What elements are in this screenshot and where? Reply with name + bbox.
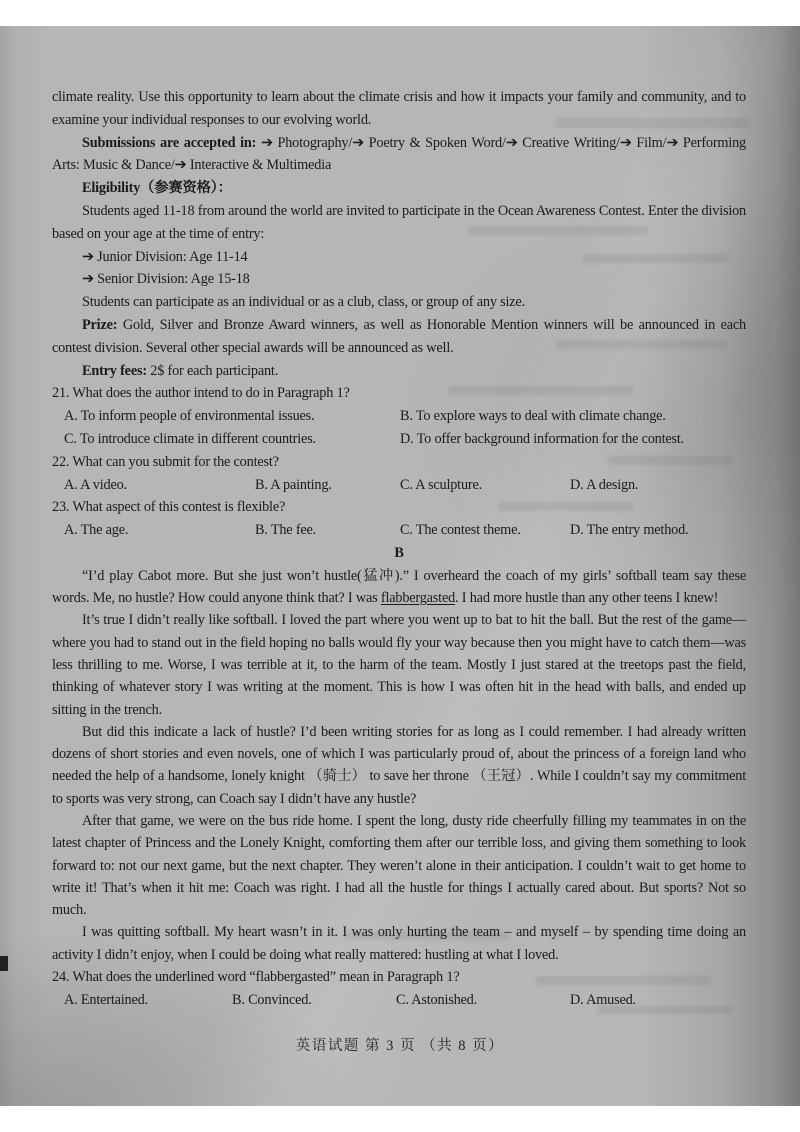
senior-division-item: ➔ Senior Division: Age 15-18 xyxy=(82,271,250,288)
entry-fees-paragraph xyxy=(52,360,746,383)
bleed-through-smudge xyxy=(556,340,726,349)
prize-text: Gold, Silver and Bronze Award winners, as well as Honorable Mention winners will be announced in each contest division. Several other special awards will be announced as well. xyxy=(52,316,746,356)
question-22-stem: 22. What can you submit for the contest? xyxy=(52,453,279,470)
question-22-option-c: C. A sculpture. xyxy=(400,476,482,493)
question-21-options-row-1 xyxy=(52,405,746,428)
page-body xyxy=(52,86,746,1012)
section-b-heading: B xyxy=(394,544,404,561)
submissions-list: ➔ Photography/➔ Poetry & Spoken Word/➔ Creative Writing/➔ Film/➔ Performing Arts: Music & Dance/➔ Interactive & Multimedia xyxy=(52,134,746,174)
question-23-options-row xyxy=(52,519,746,542)
paper-sheet xyxy=(0,26,800,1106)
question-21-options-row-2 xyxy=(52,428,746,451)
question-23-option-a: A. The age. xyxy=(64,522,129,539)
submissions-label: Submissions are accepted in: xyxy=(82,134,257,151)
prize-label: Prize: xyxy=(82,316,118,333)
passage-p1-underlined-word: flabbergasted xyxy=(380,590,456,607)
question-24-stem: 24. What does the underlined word “flabbergasted” mean in Paragraph 1? xyxy=(52,969,460,986)
eligibility-heading xyxy=(52,177,746,200)
participate-paragraph: Students can participate as an individual or as a club, class, or group of any size. xyxy=(82,294,525,311)
bleed-through-smudge xyxy=(555,118,750,128)
bleed-through-smudge xyxy=(448,386,633,395)
question-22-options-row xyxy=(52,474,746,497)
question-22-option-b: B. A painting. xyxy=(255,476,332,493)
question-23-option-b: B. The fee. xyxy=(255,522,317,539)
bleed-through-smudge xyxy=(498,502,633,511)
question-21-option-b: B. To explore ways to deal with climate change. xyxy=(400,408,666,425)
bleed-through-smudge xyxy=(344,931,509,940)
bleed-through-smudge xyxy=(598,1006,733,1014)
question-24-option-c: C. Astonished. xyxy=(396,991,478,1008)
bleed-through-smudge xyxy=(468,226,648,235)
question-24-option-b: B. Convinced. xyxy=(232,991,312,1008)
passage-paragraph-2: It’s true I didn’t really like softball. I loved the part where you went up to bat to hit the ball. But the rest of the game—where you had to stand out in the field hoping no balls would fly your way because then you might have to catch them—was less thrilling to me. Worse, I was terrible at it, to the harm of the team. Mostly I just stared at the treetops past the field, thinking of whatever story I was writing at the moment. This is how I was often hit in the head with balls, and ended up sitting in the trench. xyxy=(52,612,746,718)
reading-passage-b xyxy=(52,565,746,966)
intro-continuation-paragraph: climate reality. Use this opportunity to learn about the climate crisis and how it impacts your family and community, and to examine your individual responses to our evolving world. xyxy=(52,89,746,128)
passage-paragraph-1 xyxy=(52,565,746,610)
question-21-option-d: D. To offer background information for the contest. xyxy=(400,430,685,447)
question-22-option-a: A. A video. xyxy=(64,476,127,493)
junior-division-item: ➔ Junior Division: Age 11-14 xyxy=(82,248,248,265)
question-24-option-a: A. Entertained. xyxy=(64,991,148,1008)
question-22-option-d: D. A design. xyxy=(570,476,639,493)
entry-fees-text: 2$ for each participant. xyxy=(146,362,279,379)
question-23-option-c: C. The contest theme. xyxy=(400,522,521,539)
scan-edge-mark xyxy=(0,956,8,971)
entry-fees-label: Entry fees: xyxy=(82,362,147,379)
passage-paragraph-3: But did this indicate a lack of hustle? I’d been writing stories for as long as I could remember. I had already written dozens of short stories and even novels, one of which I was particularly proud of, about the princess of a foreign land who needed the help of a handsome, lonely knight （骑士） to save her throne （王冠）. While I couldn’t say my commitment to sports was very strong, can Coach say I didn’t have any hustle? xyxy=(52,723,746,807)
prize-paragraph xyxy=(52,314,746,360)
question-24 xyxy=(52,966,746,1012)
students-paragraph: Students aged 11-18 from around the world are invited to participate in the Ocean Awareness Contest. Enter the division based on your age at the time of entry: xyxy=(52,202,746,242)
question-23-stem: 23. What aspect of this contest is flexible? xyxy=(52,499,286,516)
passage-paragraph-4: After that game, we were on the bus ride home. I spent the long, dusty ride cheerfully filling my teammates in on the latest chapter of Princess and the Lonely Knight, comforting them after our terrible loss, and giving them something to look forward to: not our next game, but the next chapter. They weren’t alone in their anticipation. I couldn’t wait to get home to write it! That’s when it hit me: Coach was right. I had all the hustle for things I actually cared about. But sports? Not so much. xyxy=(52,813,746,919)
question-21 xyxy=(52,382,746,450)
bleed-through-smudge xyxy=(583,254,728,263)
page-number-footer: 英语试题 第 3 页 （共 8 页） xyxy=(295,1038,505,1054)
question-21-option-a: A. To inform people of environmental issues. xyxy=(64,408,315,425)
question-21-option-c: C. To introduce climate in different countries. xyxy=(64,430,316,447)
eligibility-label: Eligibility（参赛资格）： xyxy=(82,180,232,197)
question-23 xyxy=(52,496,746,542)
passage-paragraph-5: I was quitting softball. My heart wasn’t in it. I was only hurting the team – and myself – by spending time doing an activity I didn’t enjoy, when I could be doing what really mattered: hustling at what I loved. xyxy=(52,924,746,963)
passage-p1-post: . I had more hustle than any other teens I knew! xyxy=(455,590,719,607)
question-21-stem: 21. What does the author intend to do in Paragraph 1? xyxy=(52,385,350,402)
question-23-option-d: D. The entry method. xyxy=(570,522,689,539)
bleed-through-smudge xyxy=(536,976,711,985)
bleed-through-smudge xyxy=(608,456,733,465)
submissions-line xyxy=(52,132,746,178)
passage-p1-pre: “I’d play Cabot more. But she just won’t hustle(猛冲).” I overheard the coach of my girls’ softball team say these words. Me, no hustle? How could anyone think that? I was xyxy=(52,567,746,607)
question-24-option-d: D. Amused. xyxy=(570,991,636,1008)
